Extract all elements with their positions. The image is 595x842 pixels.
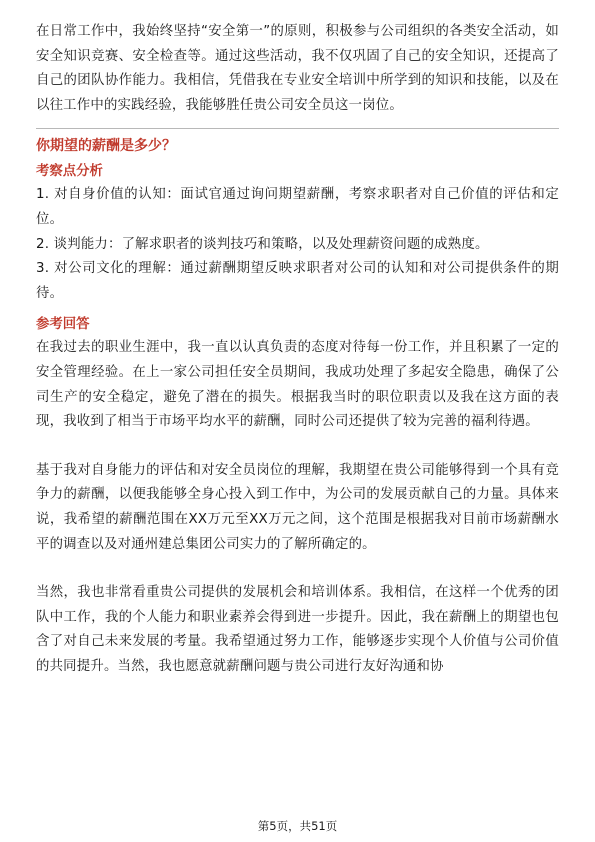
answer-paragraph-1: 在我过去的职业生涯中，我一直以认真负责的态度对待每一份工作，并且积累了一定的安全管理经验。在上一家公司担任安全员期间，我成功处理了多起安全隐患，确保了公司生产的安全稳定，避免了潜在的损失。根据我当时的职位职责以及我在这方面的表现，我收到了相当于市场平均水平的薪酬，同时公司还提供了较为完善的福利待遇。: [36, 340, 559, 430]
question-heading: 你期望的薪酬是多少？: [36, 138, 176, 155]
answer-paragraph-2: 基于我对自身能力的评估和对安全员岗位的理解，我期望在贵公司能够得到一个具有竞争力的薪酬，以便我能够全身心投入到工作中，为公司的发展贡献自己的力量。具体来说，我希望的薪酬范围在XX万元至XX万元之间，这个范围是根据我对目前市场薪酬水平的调查以及对通州建总集团公司实力的了解所确定的。: [36, 462, 559, 552]
analysis-title: 考察点分析: [36, 164, 103, 180]
analysis-item-3: 3. 对公司文化的理解：通过薪酬期望反映求职者对公司的认知和对公司提供条件的期待。: [36, 261, 559, 301]
analysis-item-2: 2. 谈判能力：了解求职者的谈判技巧和策略，以及处理薪资问题的成熟度。: [36, 236, 489, 252]
section-divider: [36, 128, 559, 129]
intro-paragraph: 在日常工作中，我始终坚持“安全第一”的原则，积极参与公司组织的各类安全活动，如安全知识竞赛、安全检查等。通过这些活动，我不仅巩固了自己的安全知识，还提高了自己的团队协作能力。我相信，凭借我在专业安全培训中所学到的知识和技能，以及在以往工作中的实践经验，我能够胜任贵公司安全员这一岗位。: [36, 24, 559, 113]
document-page: [36, 20, 559, 679]
answer-paragraph-3: 当然，我也非常看重贵公司提供的发展机会和培训体系。我相信，在这样一个优秀的团队中工作，我的个人能力和职业素养会得到进一步提升。因此，我在薪酬上的期望也包含了对自己未来发展的考量。我希望通过努力工作，能够逐步实现个人价值与公司价值的共同提升。当然，我也愿意就薪酬问题与贵公司进行友好沟通和协: [36, 585, 559, 674]
page-number: 第5页，共51页: [257, 819, 338, 833]
paragraph-spacer: [36, 435, 559, 459]
answer-title: 参考回答: [36, 317, 90, 333]
paragraph-spacer: [36, 557, 559, 581]
analysis-item-1: 1. 对自身价值的认知：面试官通过询问期望薪酬，考察求职者对自己价值的评估和定位。: [36, 187, 559, 227]
